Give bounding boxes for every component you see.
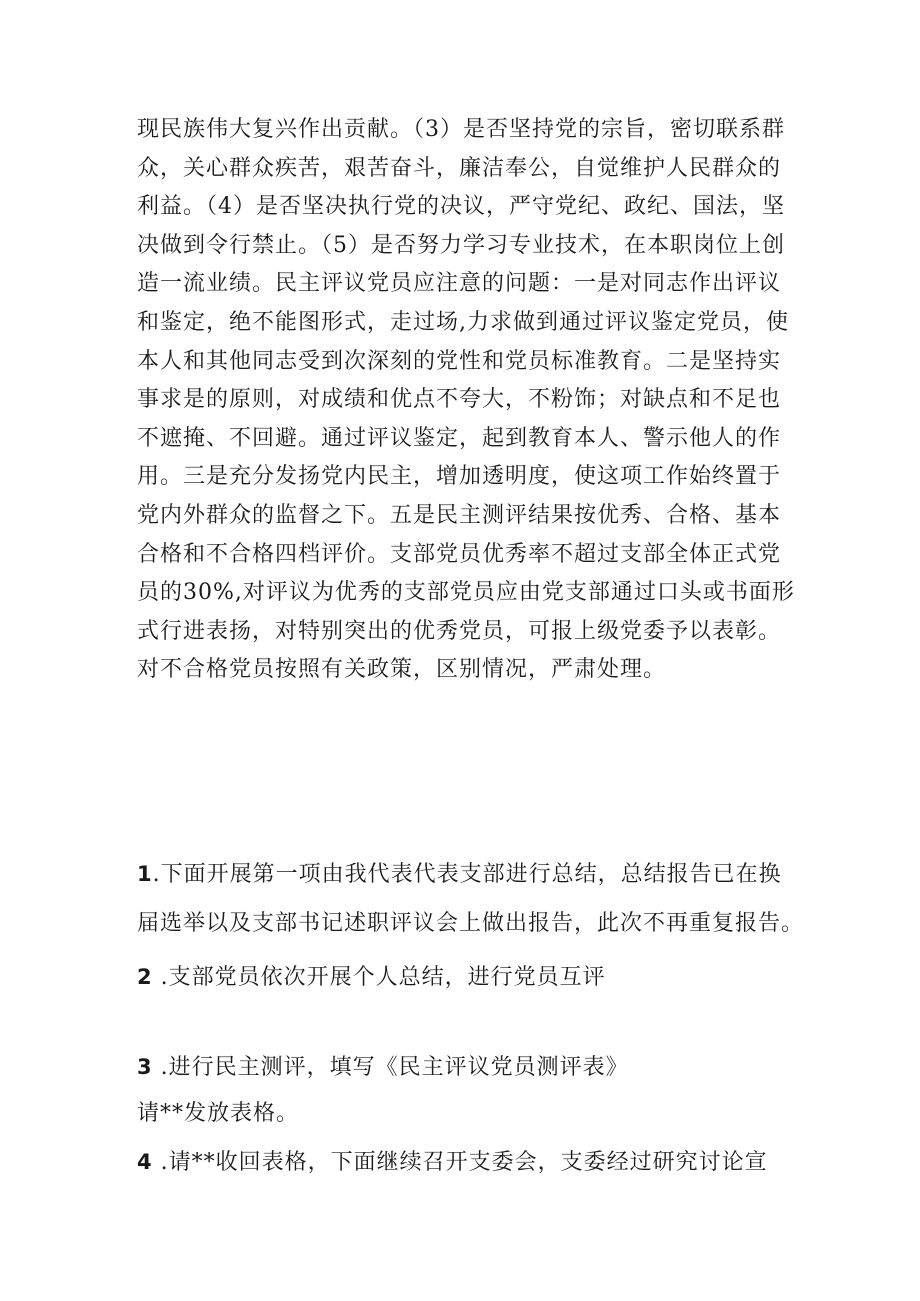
list-item-3	[137, 1048, 629, 1088]
body-line: 党内外群众的监督之下。五是民主测评结果按优秀、合格、基本	[137, 502, 782, 528]
list-item-number: 2	[137, 965, 153, 989]
list-item-3-note: 请**发放表格。	[137, 1101, 300, 1126]
body-line: 造一流业绩。民主评议党员应注意的问题：一是对同志作出评议	[137, 271, 782, 297]
body-line: 本人和其他同志受到次深刻的党性和党员标准教育。二是坚持实	[137, 348, 782, 374]
list-item-1	[137, 855, 782, 895]
body-line: 员的30%,对评议为优秀的支部党员应由党支部通过口头或书面形	[137, 580, 795, 606]
list-item-text: .进行民主测评，填写《民主评议党员测评表》	[152, 1055, 629, 1080]
list-item-number: 4	[137, 1150, 153, 1174]
body-line: 利益。（4）是否坚决执行党的决议，严守党纪、政纪、国法，坚	[137, 194, 785, 220]
list-item-1-continuation: 届选举以及支部书记述职评议会上做出报告，此次不再重复报告。	[137, 911, 805, 936]
body-line: 现民族伟大复兴作出贡献。（3）是否坚持党的宗旨，密切联系群	[137, 117, 785, 142]
body-line: 众，关心群众疾苦，艰苦奋斗，廉洁奉公，自觉维护人民群众的	[137, 155, 782, 181]
list-item-text: .请**收回表格，下面继续召开支委会，支委经过研究讨论宣	[152, 1150, 768, 1175]
list-item-text: .支部党员依次开展个人总结，进行党员互评	[152, 965, 606, 990]
body-line: 式行进表扬，对特别突出的优秀党员，可报上级党委予以表彰。	[137, 618, 782, 644]
body-line: 合格和不合格四档评价。支部党员优秀率不超过支部全体正式党	[137, 541, 782, 567]
body-line: 不遮掩、不回避。通过评议鉴定，起到教育本人、警示他人的作	[137, 425, 782, 451]
body-line: 事求是的原则，对成绩和优点不夸大，不粉饰；对缺点和不足也	[137, 387, 782, 413]
body-line: 用。三是充分发扬党内民主，增加透明度，使这项工作始终置于	[137, 464, 782, 490]
body-paragraph	[137, 111, 797, 690]
body-line: 对不合格党员按照有关政策，区别情况，严肃处理。	[137, 657, 667, 683]
list-item-number: 3	[137, 1055, 153, 1079]
list-item-4	[137, 1143, 768, 1183]
body-line: 和鉴定，绝不能图形式，走过场,力求做到通过评议鉴定党员，使	[137, 309, 789, 335]
list-item-text: .下面开展第一项由我代表代表支部进行总结，总结报告已在换	[152, 862, 782, 887]
list-item-number: 1	[137, 862, 153, 886]
list-item-2	[137, 958, 606, 998]
body-line: 决做到令行禁止。（5）是否努力学习专业技术，在本职岗位上创	[137, 232, 785, 258]
